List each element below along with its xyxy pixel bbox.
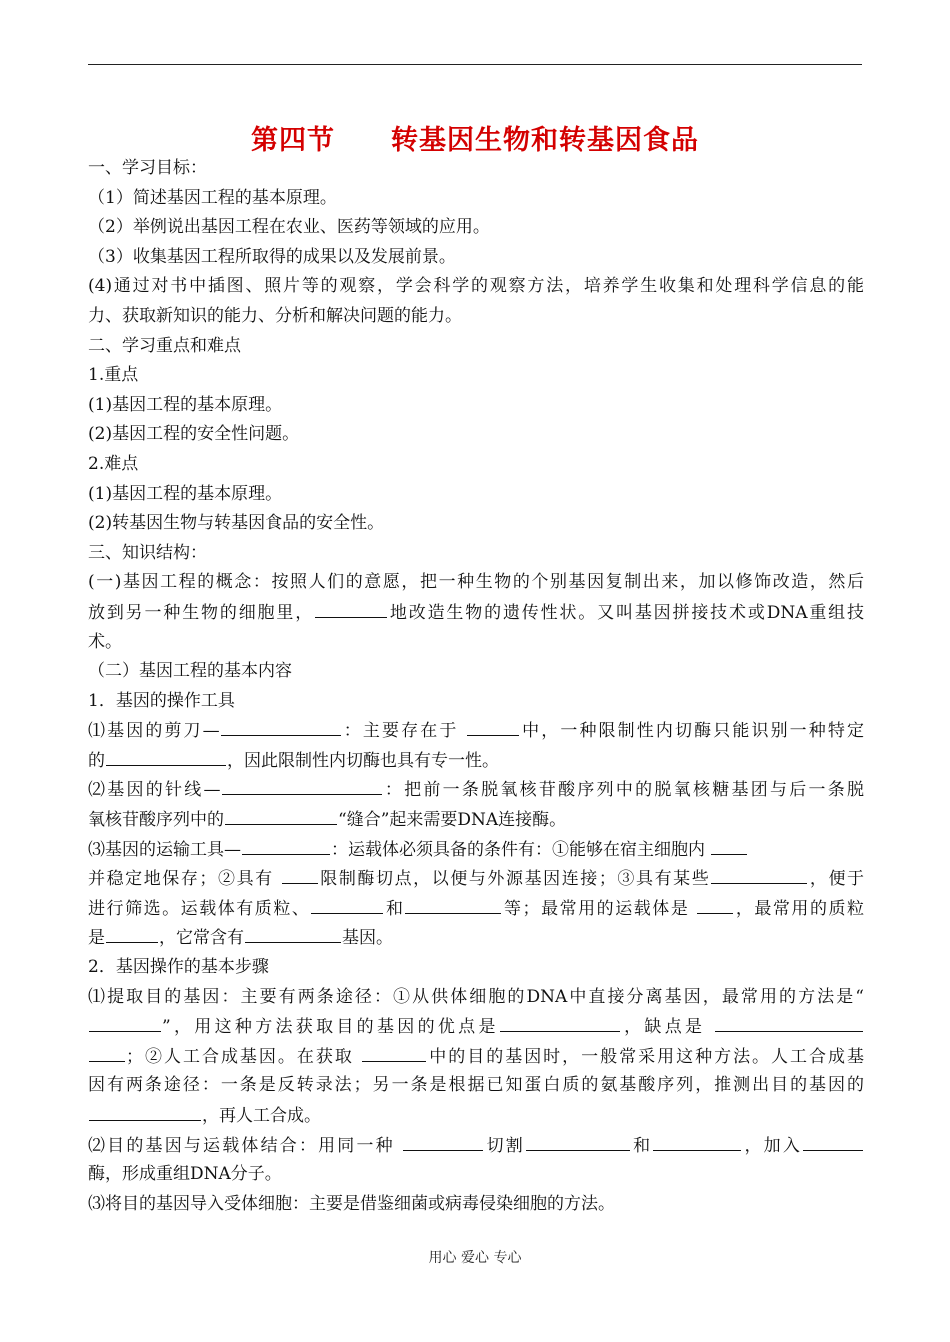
page-title: 第四节 转基因生物和转基因食品	[251, 125, 699, 156]
fill-in-blank[interactable]	[403, 1131, 483, 1151]
text-segment: 并稳定地保存；②具有	[88, 869, 281, 890]
text-segment: ；②人工合成基因。在获取	[126, 1046, 362, 1067]
text-line	[88, 332, 864, 362]
text-line	[88, 1160, 864, 1190]
text-segment: ⑵基因的针线—	[88, 780, 221, 801]
text-segment: 二、学习重点和难点	[88, 335, 241, 356]
fill-in-blank[interactable]	[362, 1042, 426, 1062]
fill-in-blank[interactable]	[711, 835, 747, 855]
text-segment: 酶，形成重组DNA分子。	[88, 1164, 282, 1185]
text-segment: ：把前一条脱氧核苷酸序列中的脱氧核糖基团与后一条脱	[382, 780, 865, 801]
text-line	[88, 775, 864, 805]
text-segment: ，便于	[808, 869, 865, 890]
fill-in-blank[interactable]	[711, 864, 807, 884]
text-line	[88, 923, 864, 953]
text-segment: ⑶基因的运输工具—	[88, 839, 241, 860]
text-segment: 是	[88, 928, 105, 949]
text-segment: 切割	[484, 1135, 525, 1156]
text-line	[88, 1071, 864, 1101]
fill-in-blank[interactable]	[405, 894, 501, 914]
text-line	[88, 1042, 864, 1072]
text-segment: （二）基因工程的基本内容	[88, 661, 292, 682]
text-line	[88, 302, 864, 332]
text-line	[88, 628, 864, 658]
text-segment: (4)通过对书中插图、照片等的观察，学会科学的观察方法，培养学生收集和处理科学信息的能	[88, 276, 864, 297]
text-segment: 和	[630, 1135, 653, 1156]
text-line	[88, 1012, 864, 1042]
text-segment: ，最常用的质粒	[734, 898, 865, 919]
text-line	[88, 361, 864, 391]
text-line	[88, 154, 864, 184]
text-line	[88, 894, 864, 924]
text-segment: (1)基因工程的基本原理。	[88, 394, 283, 415]
fill-in-blank[interactable]	[89, 1042, 125, 1062]
fill-in-blank[interactable]	[803, 1131, 863, 1151]
page-footer: 用心 爱心 专心	[428, 1250, 522, 1266]
text-line	[88, 213, 864, 243]
text-segment: “缝合”起来需要DNA连接酶。	[338, 810, 567, 831]
text-segment: 地改造生物的遗传性状。又叫基因拼接技术或DNA重组技	[388, 602, 865, 623]
fill-in-blank[interactable]	[89, 1012, 161, 1032]
text-segment: ，缺点是	[620, 1017, 714, 1038]
text-line	[88, 835, 864, 865]
text-line	[88, 509, 864, 539]
text-segment: 中，一种限制性内切酶只能识别一种特定	[520, 721, 865, 742]
text-segment: 2．基因操作的基本步骤	[88, 957, 269, 978]
text-segment: ⑶将目的基因导入受体细胞：主要是借鉴细菌或病毒侵染细胞的方法。	[88, 1193, 615, 1214]
text-segment: 术。	[88, 631, 122, 652]
text-segment: 三、知识结构：	[88, 542, 207, 563]
text-line	[88, 953, 864, 983]
fill-in-blank[interactable]	[222, 775, 382, 795]
text-segment: 氧核苷酸序列中的	[88, 810, 224, 831]
fill-in-blank[interactable]	[225, 805, 337, 825]
text-segment: ⑵目的基因与运载体结合：用同一种	[88, 1135, 403, 1156]
fill-in-blank[interactable]	[245, 923, 341, 943]
text-segment: 和	[384, 898, 405, 919]
text-line	[88, 450, 864, 480]
text-line	[88, 420, 864, 450]
text-segment: 力、获取新知识的能力、分析和解决问题的能力。	[88, 305, 462, 326]
fill-in-blank[interactable]	[500, 1012, 620, 1032]
text-segment: 因有两条途径：一条是反转录法；另一条是根据已知蛋白质的氨基酸序列，推测出目的基因的	[88, 1075, 864, 1096]
text-segment: ⑴提取目的基因：主要有两条途径：①从供体细胞的DNA中直接分离基因，最常用的方法是“	[88, 986, 864, 1007]
text-line	[88, 480, 864, 510]
text-line	[88, 657, 864, 687]
text-line	[88, 746, 864, 776]
text-segment: （3）收集基因工程所取得的成果以及发展前景。	[88, 246, 456, 267]
text-line	[88, 184, 864, 214]
text-segment: ，加入	[742, 1135, 803, 1156]
fill-in-blank[interactable]	[106, 923, 158, 943]
text-line	[88, 568, 864, 598]
text-line	[88, 391, 864, 421]
text-segment: 中的目的基因时，一般常采用这种方法。人工合成基	[427, 1046, 865, 1067]
text-line	[88, 983, 864, 1013]
text-segment: 1.重点	[88, 365, 139, 386]
fill-in-blank[interactable]	[526, 1131, 630, 1151]
fill-in-blank[interactable]	[697, 894, 733, 914]
fill-in-blank[interactable]	[242, 835, 330, 855]
text-segment: ⑴基因的剪刀—	[88, 721, 220, 742]
text-segment: ：运载体必须具备的条件有：①能够在宿主细胞内	[331, 839, 711, 860]
document-body	[88, 154, 864, 1219]
text-segment: ，因此限制性内切酶也具有专一性。	[227, 750, 499, 771]
text-line	[88, 1131, 864, 1161]
text-segment: ”，用这种方法获取目的基因的优点是	[162, 1017, 499, 1038]
fill-in-blank[interactable]	[89, 1101, 201, 1121]
text-segment: （2）举例说出基因工程在农业、医药等领域的应用。	[88, 217, 490, 238]
text-line	[88, 864, 864, 894]
text-line	[88, 1101, 864, 1131]
text-segment: （1）简述基因工程的基本原理。	[88, 187, 337, 208]
fill-in-blank[interactable]	[715, 1012, 863, 1032]
text-segment: (一)基因工程的概念：按照人们的意愿，把一种生物的个别基因复制出来，加以修饰改造，然后	[88, 572, 864, 593]
text-segment: 进行筛选。运载体有质粒、	[88, 898, 311, 919]
text-line	[88, 598, 864, 628]
text-line	[88, 539, 864, 569]
fill-in-blank[interactable]	[653, 1131, 741, 1151]
text-segment: ，再人工合成。	[202, 1106, 321, 1126]
fill-in-blank[interactable]	[315, 598, 387, 618]
text-line	[88, 272, 864, 302]
fill-in-blank[interactable]	[311, 894, 383, 914]
text-segment: ，它常含有	[159, 928, 244, 949]
text-segment: 一、学习目标：	[88, 158, 207, 178]
text-segment: 2.难点	[88, 453, 139, 474]
text-line	[88, 716, 864, 746]
fill-in-blank[interactable]	[467, 716, 519, 736]
fill-in-blank[interactable]	[106, 746, 226, 766]
text-segment: 的	[88, 750, 105, 771]
text-segment: 1．基因的操作工具	[88, 690, 235, 711]
text-line	[88, 805, 864, 835]
fill-in-blank[interactable]	[282, 864, 318, 884]
header-rule	[88, 64, 862, 65]
fill-in-blank[interactable]	[221, 716, 341, 736]
text-segment: (2)基因工程的安全性问题。	[88, 424, 300, 445]
text-segment: 等；最常用的运载体是	[502, 898, 697, 919]
text-segment: 放到另一种生物的细胞里，	[88, 602, 315, 623]
text-line	[88, 687, 864, 717]
text-line	[88, 1190, 864, 1220]
text-segment: 基因。	[342, 928, 393, 949]
text-segment: ：主要存在于	[341, 721, 466, 742]
text-segment: (1)基因工程的基本原理。	[88, 483, 283, 504]
text-line	[88, 243, 864, 273]
text-segment: (2)转基因生物与转基因食品的安全性。	[88, 513, 385, 534]
text-segment: 限制酶切点，以便与外源基因连接；③具有某些	[318, 869, 711, 890]
